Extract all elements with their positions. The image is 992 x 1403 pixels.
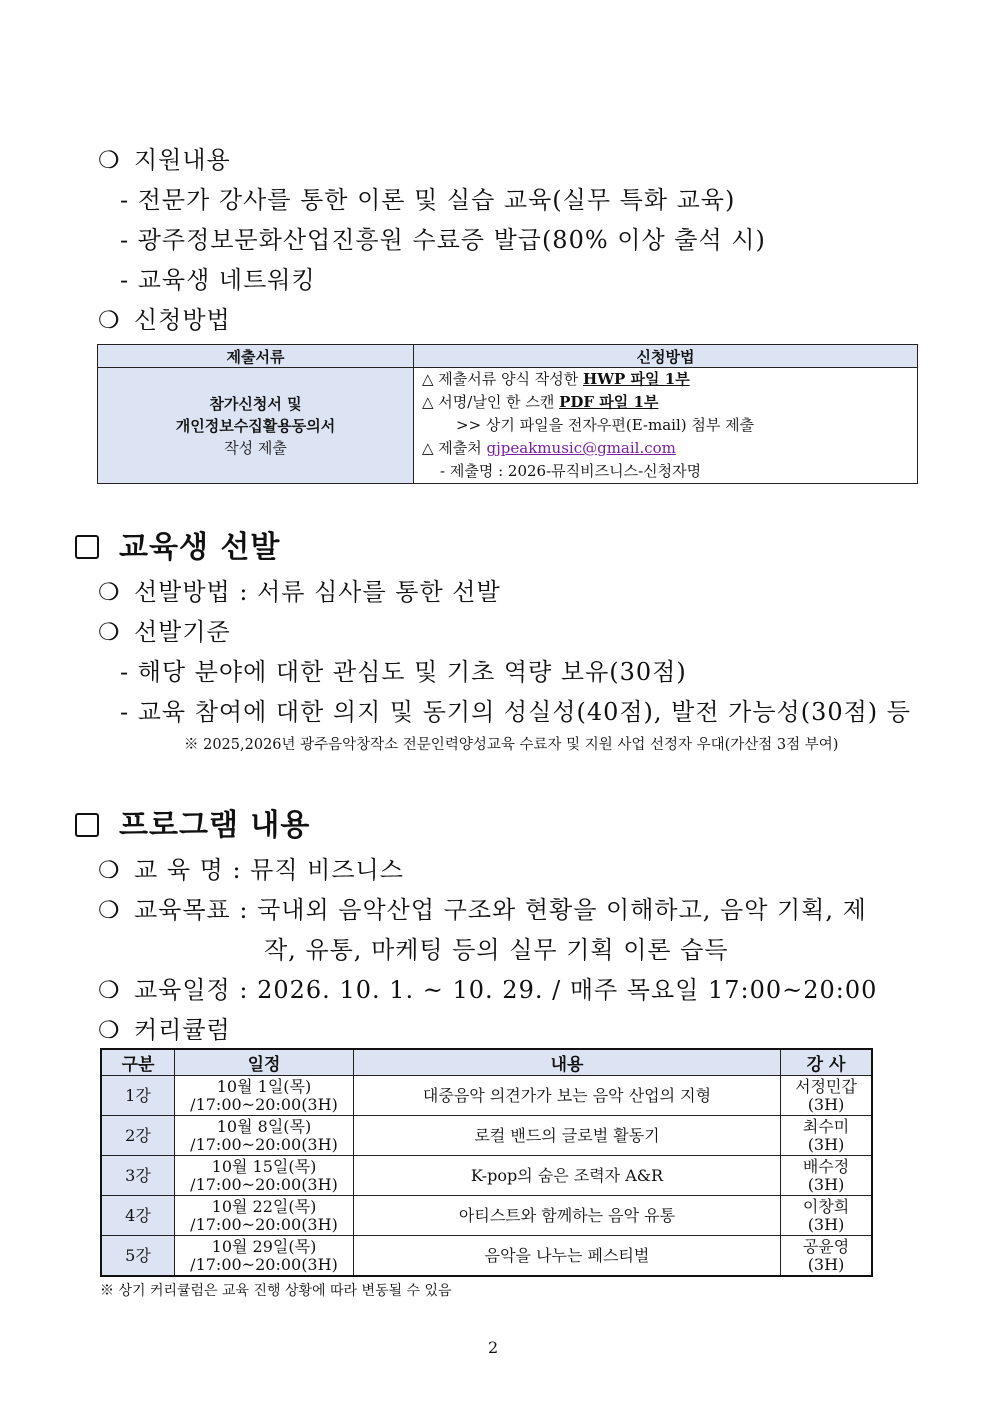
row-no: 1강 [101,1076,175,1116]
circle-bullet-icon: ❍ [98,146,121,174]
program-goal-line2: 작, 유통, 마케팅 등의 실무 기획 이론 습득 [264,936,729,964]
apply-method-cell [414,368,918,484]
curriculum-header: 구분 [101,1049,175,1076]
row-lecturer: 배수정 (3H) [781,1156,873,1196]
support-item: - 광주정보문화산업진흥원 수료증 발급(80% 이상 출석 시) [120,226,766,254]
row-schedule: 10월 22일(목) /17:00~20:00(3H) [175,1196,354,1236]
square-bullet-icon [75,535,99,559]
program-title: 프로그램 내용 [75,800,310,844]
row-lecturer: 이창희 (3H) [781,1196,873,1236]
row-no: 5강 [101,1236,175,1277]
method-line: △ 제출처 gjpeakmusic@gmail.com [422,439,676,457]
method-line: - 제출명 : 2026-뮤직비즈니스-신청자명 [440,462,702,480]
doc-line: 작성 제출 [224,438,287,457]
curriculum-table [100,1048,873,1277]
program-curriculum: ❍ 커리큘럼 [98,1016,231,1044]
square-bullet-icon [75,813,99,837]
curriculum-note: ※ 상기 커리큘럼은 교육 진행 상황에 따라 변동될 수 있음 [100,1283,452,1299]
table-row [101,1236,872,1277]
row-lecturer: 공윤영 (3H) [781,1236,873,1277]
doc-line: 참가신청서 및 [209,394,302,413]
row-schedule: 10월 1일(목) /17:00~20:00(3H) [175,1076,354,1116]
circle-bullet-icon: ❍ [98,306,121,334]
row-content: 대중음악 의견가가 보는 음악 산업의 지형 [354,1076,781,1116]
apply-heading: ❍ 신청방법 [98,306,231,334]
support-heading: ❍ 지원내용 [98,146,231,174]
program-schedule: ❍ 교육일정 : 2026. 10. 1. ~ 10. 29. / 매주 목요일 17:00~20:00 [98,976,878,1004]
circle-bullet-icon: ❍ [98,1016,121,1044]
apply-docs-cell [98,368,414,484]
selection-criteria: ❍ 선발기준 [98,618,231,646]
table-row [101,1076,872,1116]
row-content: 아티스트와 함께하는 음악 유통 [354,1196,781,1236]
row-content: 로컬 밴드의 글로벌 활동기 [354,1116,781,1156]
selection-title: 교육생 선발 [75,522,280,566]
circle-bullet-icon: ❍ [98,896,121,924]
row-no: 3강 [101,1156,175,1196]
page-number: 2 [488,1338,499,1357]
program-name: ❍ 교 육 명 : 뮤직 비즈니스 [98,856,404,884]
row-no: 2강 [101,1116,175,1156]
program-goal: ❍ 교육목표 : 국내외 음악산업 구조와 현황을 이해하고, 음악 기획, 제 [98,896,867,924]
curriculum-header: 일정 [175,1049,354,1076]
row-lecturer: 최수미 (3H) [781,1116,873,1156]
method-line: >> 상기 파일을 전자우편(E-mail) 첨부 제출 [456,416,755,434]
row-schedule: 10월 29일(목) /17:00~20:00(3H) [175,1236,354,1277]
circle-bullet-icon: ❍ [98,578,121,606]
curriculum-header: 강 사 [781,1049,873,1076]
apply-table-header-docs: 제출서류 [98,345,414,368]
doc-line: 개인정보수집활용동의서 [175,416,336,435]
circle-bullet-icon: ❍ [98,618,121,646]
criteria-item: - 해당 분야에 대한 관심도 및 기초 역량 보유(30점) [120,658,687,686]
selection-note: ※ 2025,2026년 광주음악창작소 전문인력양성교육 수료자 및 지원 사업 선정자 우대(가산점 3점 부여) [184,737,839,753]
apply-table-header-method: 신청방법 [414,345,918,368]
method-line: △ 제출서류 양식 작성한 HWP 파일 1부 [422,370,690,388]
row-schedule: 10월 8일(목) /17:00~20:00(3H) [175,1116,354,1156]
selection-method: ❍ 선발방법 : 서류 심사를 통한 선발 [98,578,501,606]
row-schedule: 10월 15일(목) /17:00~20:00(3H) [175,1156,354,1196]
support-item: - 교육생 네트워킹 [120,266,316,294]
row-content: 음악을 나누는 페스티벌 [354,1236,781,1277]
curriculum-header: 내용 [354,1049,781,1076]
row-lecturer: 서정민갑 (3H) [781,1076,873,1116]
row-no: 4강 [101,1196,175,1236]
email-link[interactable]: gjpeakmusic@gmail.com [486,439,676,457]
criteria-item: - 교육 참여에 대한 의지 및 동기의 성실성(40점), 발전 가능성(30점) 등 [120,698,911,726]
table-row [101,1196,872,1236]
circle-bullet-icon: ❍ [98,976,121,1004]
table-row [101,1116,872,1156]
circle-bullet-icon: ❍ [98,856,121,884]
method-line: △ 서명/날인 한 스캔 PDF 파일 1부 [422,393,659,411]
apply-table [97,344,918,484]
row-content: K-pop의 숨은 조력자 A&R [354,1156,781,1196]
support-item: - 전문가 강사를 통한 이론 및 실습 교육(실무 특화 교육) [120,186,736,214]
table-row [101,1156,872,1196]
